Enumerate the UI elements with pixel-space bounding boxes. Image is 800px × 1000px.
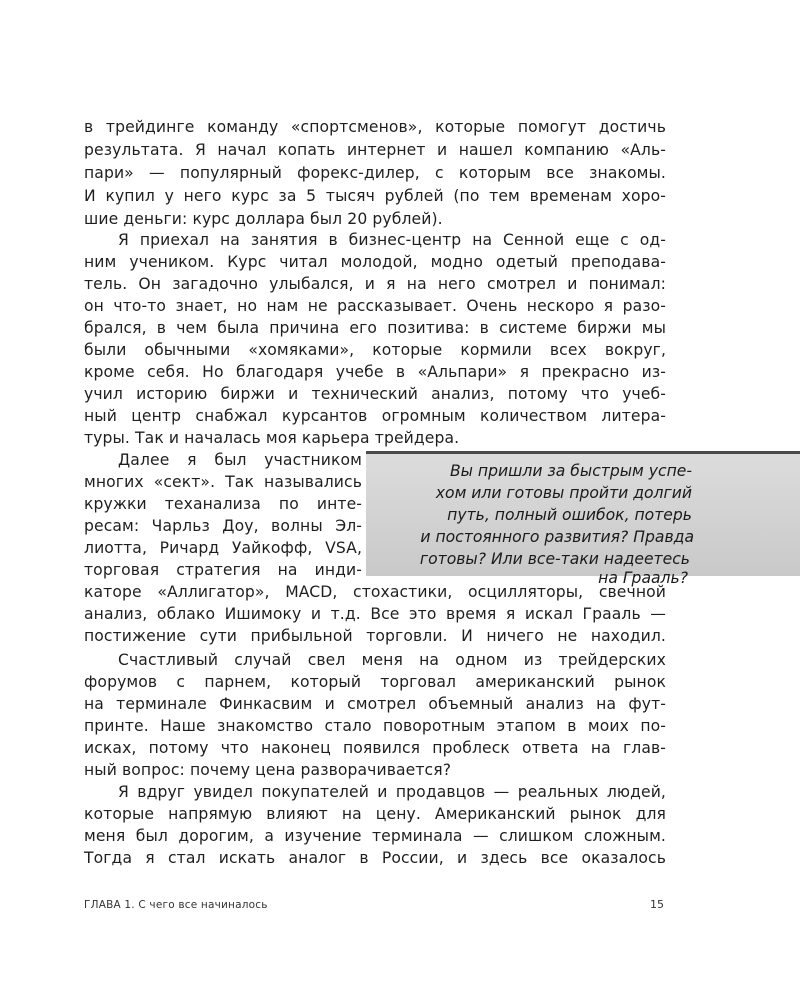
text-line: Далее я был участником [118, 451, 362, 469]
text-line: в трейдинге команду «спортсменов», которые помогут достичь [84, 118, 666, 136]
text-line: многих «сект». Так назывались [84, 473, 362, 491]
callout-line: на Грааль? [598, 569, 688, 587]
text-line: кружки теханализа по инте- [84, 495, 362, 513]
text-line: туры. Так и началась моя карьера трейдера. [84, 429, 460, 447]
pull-quote-callout [366, 451, 800, 576]
text-line: каторе «Аллигатор», MACD, стохастики, осцилляторы, свечной [84, 583, 666, 601]
page-number: 15 [650, 898, 664, 911]
text-line: кроме себя. Но благодаря учебе в «Альпари» я прекрасно из- [84, 363, 666, 381]
text-line: ресам: Чарльз Доу, волны Эл- [84, 517, 362, 535]
text-line: ный вопрос: почему цена разворачивается? [84, 761, 452, 779]
text-line: пари» — популярный форекс-дилер, с которым все знакомы. [84, 164, 666, 182]
text-line: на терминале Финкасвим и смотрел объемный анализ на фут- [84, 695, 666, 713]
text-line: исках, потому что наконец появился проблеск ответа на глав- [84, 739, 666, 757]
text-line: были обычными «хомяками», которые кормили всех вокруг, [84, 341, 666, 359]
text-line: шие деньги: курс доллара был 20 рублей). [84, 210, 443, 228]
text-line: меня был дорогим, а изучение терминала — слишком сложным. [84, 827, 666, 845]
text-line: торговая стратегия на инди- [84, 561, 362, 579]
running-footer-chapter: ГЛАВА 1. С чего все начиналось [84, 899, 268, 911]
text-line: результата. Я начал копать интернет и нашел компанию «Аль- [84, 141, 666, 159]
text-line: И купил у него курс за 5 тысяч рублей (по тем временам хоро- [84, 187, 666, 205]
text-line: Счастливый случай свел меня на одном из трейдерских [118, 651, 666, 669]
text-line: Тогда я стал искать аналог в России, и здесь все оказалось [84, 849, 666, 867]
text-line: ный центр снабжал курсантов огромным количеством литера- [84, 407, 666, 425]
text-line: постижение сути прибыльной торговли. И ничего не находил. [84, 627, 666, 645]
callout-line: и постоянного развития? Правда [420, 528, 694, 546]
text-line: принте. Наше знакомство стало поворотным этапом в моих по- [84, 717, 666, 735]
text-line: тель. Он загадочно улыбался, и я на него смотрел и понимал: [84, 275, 666, 293]
text-line: лиотта, Ричард Уайкофф, VSA, [84, 539, 362, 557]
text-line: Я приехал на занятия в бизнес-центр на Сенной еще с од- [118, 231, 666, 249]
text-line: он что-то знает, но нам не рассказывает. Очень нескоро я разо- [84, 297, 666, 315]
callout-line: хом или готовы пройти долгий [435, 484, 692, 502]
callout-line: готовы? Или все-таки надеетесь [419, 550, 690, 568]
callout-line: Вы пришли за быстрым успе- [449, 462, 692, 480]
text-line: которые напрямую влияют на цену. Американский рынок для [84, 805, 666, 823]
text-line: брался, в чем была причина его позитива: в системе биржи мы [84, 319, 666, 337]
text-line: форумов с парнем, который торговал американский рынок [84, 673, 666, 691]
text-line: учил историю биржи и технический анализ, потому что учеб- [84, 385, 666, 403]
text-line: ним учеником. Курс читал молодой, модно одетый преподава- [84, 253, 666, 271]
text-line: анализ, облако Ишимоку и т.д. Все это время я искал Грааль — [84, 605, 666, 623]
callout-line: путь, полный ошибок, потерь [447, 506, 692, 524]
text-line: Я вдруг увидел покупателей и продавцов — реальных людей, [118, 783, 666, 801]
